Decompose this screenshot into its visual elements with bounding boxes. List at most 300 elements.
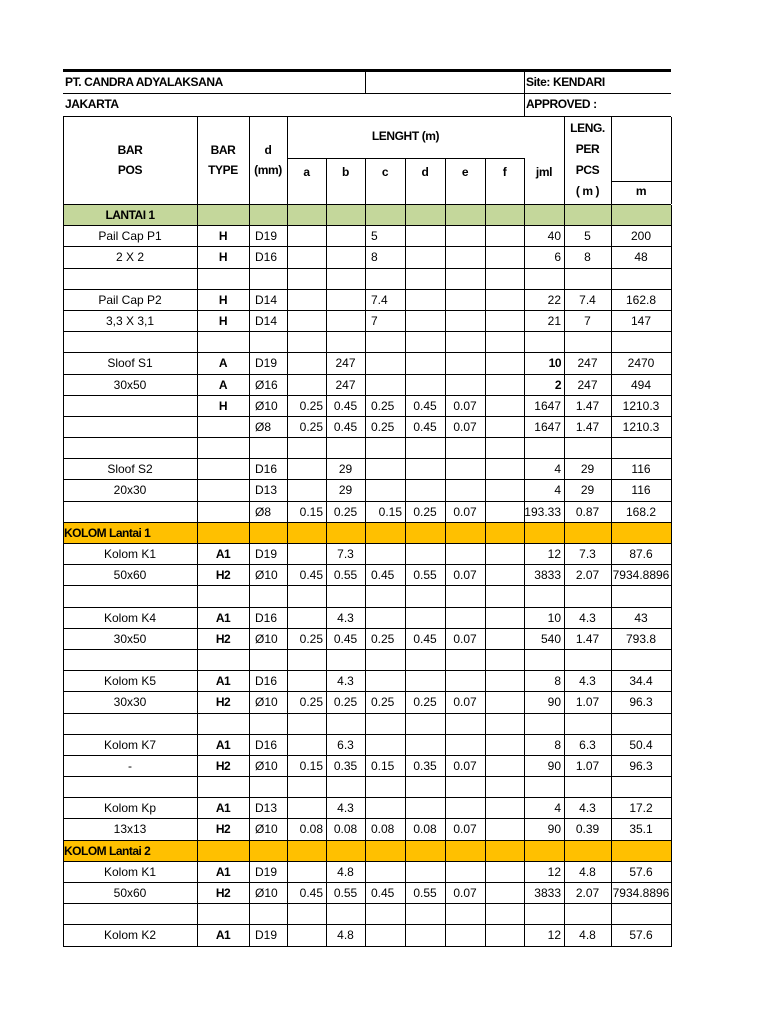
length-d-cell bbox=[405, 925, 445, 946]
total-m-cell: 147 bbox=[630, 313, 652, 328]
length-c-cell bbox=[365, 862, 405, 883]
length-b-cell: 4.8 bbox=[337, 864, 354, 879]
diameter-cell: Ø10 bbox=[255, 886, 278, 900]
length-e-cell: 0.07 bbox=[453, 419, 477, 434]
length-c-cell: 0.25 bbox=[371, 695, 395, 710]
total-m-cell: 168.2 bbox=[625, 504, 657, 519]
bar-pos-cell: Kolom K1 bbox=[103, 864, 157, 879]
leng-per-pcs-cell: 1.07 bbox=[575, 695, 600, 710]
length-e-cell: 0.07 bbox=[453, 695, 477, 710]
bar-type-cell: H bbox=[218, 229, 228, 244]
jml-cell: 12 bbox=[547, 928, 561, 943]
bar-pos-cell: 30x50 bbox=[113, 631, 147, 646]
length-b-cell: 0.45 bbox=[333, 631, 358, 646]
length-d-cell bbox=[405, 480, 445, 501]
bar-type-cell: A1 bbox=[215, 547, 231, 561]
length-a-cell bbox=[287, 798, 326, 819]
length-d-cell bbox=[405, 226, 445, 247]
leng-header-2: PER bbox=[575, 142, 600, 156]
length-e-cell: 0.07 bbox=[453, 758, 477, 773]
length-a-cell bbox=[287, 544, 326, 565]
bar-type-cell: H2 bbox=[215, 695, 231, 710]
length-a-cell bbox=[287, 608, 326, 629]
total-m-cell: 17.2 bbox=[629, 801, 653, 816]
bar-type-cell: H bbox=[218, 313, 228, 328]
length-d-cell bbox=[405, 862, 445, 883]
jml-cell: 90 bbox=[547, 695, 561, 710]
length-a-cell: 0.45 bbox=[299, 886, 323, 900]
leng-per-pcs-cell: 7 bbox=[584, 313, 591, 328]
length-e-cell bbox=[445, 375, 485, 396]
length-c-cell bbox=[365, 798, 405, 819]
total-m-cell: 57.6 bbox=[629, 864, 653, 879]
blank-row bbox=[63, 332, 671, 353]
leng-per-pcs-cell: 29 bbox=[580, 462, 595, 477]
bar-type-cell: A bbox=[218, 377, 228, 392]
length-c-cell: 0.25 bbox=[371, 419, 395, 434]
total-m-cell: 1210.3 bbox=[622, 419, 660, 434]
bar-pos-cell: 30x50 bbox=[113, 377, 147, 392]
total-m-cell: 200 bbox=[630, 229, 652, 244]
leng-header-1: LENG. bbox=[570, 121, 605, 135]
diameter-cell: D19 bbox=[255, 864, 278, 879]
length-e-cell bbox=[445, 311, 485, 332]
d-header: d bbox=[264, 143, 272, 157]
diameter-cell: Ø16 bbox=[255, 377, 278, 392]
leng-per-pcs-cell: 1.07 bbox=[575, 758, 600, 773]
length-b-cell bbox=[326, 311, 365, 332]
blank-row bbox=[63, 650, 671, 671]
jml-cell: 8 bbox=[554, 737, 561, 752]
length-c-cell: 7 bbox=[371, 313, 378, 328]
section-label: LANTAI 1 bbox=[105, 208, 155, 222]
total-m-cell: 116 bbox=[631, 462, 651, 477]
length-f-cell bbox=[485, 756, 524, 777]
bar-pos-cell: Kolom K2 bbox=[103, 928, 157, 943]
diameter-cell: D16 bbox=[255, 250, 278, 265]
bar-pos-cell: 30x30 bbox=[113, 695, 147, 710]
length-b-cell: 4.3 bbox=[337, 801, 354, 816]
jml-cell: 90 bbox=[547, 758, 561, 773]
length-c-cell bbox=[365, 671, 405, 692]
length-f-cell bbox=[485, 883, 524, 904]
length-f-cell bbox=[485, 544, 524, 565]
bar-type-cell: H2 bbox=[215, 758, 231, 773]
length-d-cell bbox=[405, 608, 445, 629]
table-row bbox=[63, 735, 671, 756]
length-c-cell: 0.15 bbox=[378, 504, 402, 519]
bar-type-cell: H2 bbox=[215, 886, 231, 900]
table-row bbox=[63, 608, 671, 629]
diameter-cell: Ø8 bbox=[255, 419, 272, 434]
length-b-cell: 0.55 bbox=[333, 886, 358, 900]
jml-cell: 4 bbox=[554, 462, 561, 477]
table-row bbox=[63, 692, 671, 713]
length-c-cell: 8 bbox=[371, 250, 378, 265]
leng-per-pcs-cell: 7.3 bbox=[579, 547, 596, 561]
diameter-cell: Ø10 bbox=[255, 822, 278, 837]
length-d-cell: 0.25 bbox=[413, 504, 437, 519]
bar-pos-cell: Kolom K5 bbox=[103, 674, 157, 689]
length-f-cell bbox=[485, 798, 524, 819]
table-body bbox=[63, 205, 671, 947]
length-d-cell: 0.35 bbox=[413, 758, 437, 773]
length-a-cell bbox=[287, 862, 326, 883]
bar-pos-header-2: POS bbox=[117, 163, 143, 177]
length-a-cell: 0.25 bbox=[299, 695, 323, 710]
bar-pos-cell: 50x60 bbox=[113, 568, 147, 583]
leng-per-pcs-cell: 2.07 bbox=[575, 886, 600, 900]
bar-type-cell: H bbox=[218, 292, 228, 307]
leng-per-pcs-cell: 1.47 bbox=[575, 631, 600, 646]
diameter-cell: D19 bbox=[255, 547, 278, 561]
bar-type-cell: H2 bbox=[215, 822, 231, 837]
length-c-cell bbox=[365, 735, 405, 756]
length-f-cell bbox=[485, 247, 524, 268]
length-b-cell bbox=[326, 247, 365, 268]
length-e-cell bbox=[445, 247, 485, 268]
table-row bbox=[63, 756, 671, 777]
length-a-cell bbox=[287, 925, 326, 946]
jml-cell: 3833 bbox=[534, 886, 561, 900]
bar-type-cell bbox=[197, 417, 249, 438]
leng-per-pcs-cell: 4.8 bbox=[579, 928, 596, 943]
bar-type-cell: A1 bbox=[215, 674, 231, 689]
length-f-cell bbox=[485, 629, 524, 650]
bar-pos-cell: Sloof S1 bbox=[107, 356, 153, 371]
length-f-cell bbox=[485, 502, 524, 523]
total-m-cell: 116 bbox=[631, 483, 651, 498]
length-b-cell: 29 bbox=[338, 483, 353, 498]
length-b-cell: 4.3 bbox=[337, 674, 354, 689]
diameter-cell: D13 bbox=[255, 483, 278, 498]
diameter-cell: D16 bbox=[255, 610, 278, 625]
table-row bbox=[63, 798, 671, 819]
length-d-cell: 0.55 bbox=[413, 568, 437, 583]
length-b-cell: 0.45 bbox=[333, 419, 358, 434]
length-col-e: e bbox=[461, 165, 469, 179]
leng-per-pcs-cell: 1.47 bbox=[575, 398, 600, 413]
blank-row bbox=[63, 904, 671, 925]
table-row bbox=[63, 629, 671, 650]
bar-pos-cell bbox=[63, 502, 197, 523]
blank-row bbox=[63, 438, 671, 459]
blank-row bbox=[63, 714, 671, 735]
bar-pos-cell: 3,3 X 3,1 bbox=[105, 313, 155, 328]
jml-cell: 90 bbox=[547, 822, 561, 837]
leng-per-pcs-cell: 247 bbox=[577, 377, 598, 392]
bar-pos-cell: Pail Cap P1 bbox=[98, 229, 162, 244]
length-a-cell bbox=[287, 226, 326, 247]
length-f-cell bbox=[485, 417, 524, 438]
length-f-cell bbox=[485, 692, 524, 713]
bar-type-cell: A bbox=[218, 356, 228, 371]
length-e-cell bbox=[445, 862, 485, 883]
section-row bbox=[63, 523, 671, 544]
diameter-cell: D13 bbox=[255, 801, 278, 816]
table-row bbox=[63, 565, 671, 586]
jml-cell: 4 bbox=[554, 801, 561, 816]
table-row bbox=[63, 459, 671, 480]
section-row bbox=[63, 205, 671, 226]
length-e-cell: 0.07 bbox=[453, 886, 477, 900]
table-row bbox=[63, 480, 671, 501]
length-d-cell: 0.25 bbox=[413, 695, 437, 710]
table-row bbox=[63, 353, 671, 374]
bar-type-cell: H2 bbox=[215, 568, 231, 583]
length-d-cell: 0.55 bbox=[413, 886, 437, 900]
bar-type-cell bbox=[197, 459, 249, 480]
total-m-cell: 96.3 bbox=[629, 695, 653, 710]
jml-cell: 6 bbox=[554, 250, 561, 265]
bar-type-cell: A1 bbox=[215, 610, 231, 625]
length-a-cell bbox=[287, 735, 326, 756]
leng-per-pcs-cell: 247 bbox=[577, 356, 598, 371]
length-c-cell bbox=[365, 353, 405, 374]
leng-per-pcs-cell: 29 bbox=[580, 483, 595, 498]
length-f-cell bbox=[485, 862, 524, 883]
leng-per-pcs-cell: 5 bbox=[584, 229, 591, 244]
diameter-cell: D14 bbox=[255, 292, 278, 307]
blank-row bbox=[63, 777, 671, 798]
length-f-cell bbox=[485, 459, 524, 480]
length-a-cell: 0.25 bbox=[299, 398, 323, 413]
length-b-cell: 0.55 bbox=[333, 568, 358, 583]
jml-cell: 12 bbox=[547, 864, 561, 879]
total-m-cell: 7934.8896 bbox=[612, 886, 670, 900]
length-f-cell bbox=[485, 290, 524, 311]
length-f-cell bbox=[485, 735, 524, 756]
length-d-cell bbox=[405, 290, 445, 311]
length-c-cell: 0.08 bbox=[371, 822, 395, 837]
length-b-cell: 0.35 bbox=[333, 758, 358, 773]
length-f-cell bbox=[485, 671, 524, 692]
length-e-cell bbox=[445, 671, 485, 692]
length-e-cell bbox=[445, 290, 485, 311]
leng-per-pcs-cell: 6.3 bbox=[579, 737, 596, 752]
total-m-cell: 34.4 bbox=[629, 674, 653, 689]
bar-type-header: BAR bbox=[210, 143, 236, 157]
length-c-cell bbox=[365, 375, 405, 396]
length-col-b: b bbox=[342, 165, 349, 179]
length-a-cell bbox=[287, 480, 326, 501]
site-label: Site: KENDARI bbox=[526, 75, 605, 89]
bar-type-cell bbox=[197, 502, 249, 523]
length-a-cell: 0.25 bbox=[299, 419, 323, 434]
bar-pos-cell: Pail Cap P2 bbox=[98, 292, 162, 307]
length-c-cell bbox=[365, 608, 405, 629]
length-d-cell: 0.45 bbox=[413, 419, 437, 434]
length-b-cell: 0.45 bbox=[333, 398, 358, 413]
length-c-cell: 0.15 bbox=[371, 758, 395, 773]
length-a-cell: 0.15 bbox=[299, 504, 323, 519]
city-name: JAKARTA bbox=[65, 97, 119, 111]
length-d-cell bbox=[405, 544, 445, 565]
total-m-cell: 87.6 bbox=[629, 547, 653, 561]
length-b-cell: 29 bbox=[338, 462, 353, 477]
m-header: m bbox=[635, 184, 647, 198]
length-b-cell: 0.08 bbox=[333, 822, 358, 837]
length-d-cell: 0.45 bbox=[413, 631, 437, 646]
length-f-cell bbox=[485, 396, 524, 417]
total-m-cell: 494 bbox=[630, 377, 652, 392]
length-c-cell: 7.4 bbox=[371, 292, 388, 307]
diameter-cell: D16 bbox=[255, 674, 278, 689]
length-f-cell bbox=[485, 925, 524, 946]
diameter-cell: Ø10 bbox=[255, 631, 278, 646]
bar-type-cell: H bbox=[218, 398, 228, 413]
leng-per-pcs-cell: 4.3 bbox=[579, 801, 596, 816]
bar-bending-schedule bbox=[63, 69, 671, 947]
length-d-cell bbox=[405, 375, 445, 396]
length-c-cell bbox=[365, 459, 405, 480]
leng-per-pcs-cell: 4.3 bbox=[579, 610, 596, 625]
length-d-cell bbox=[405, 353, 445, 374]
bar-type-cell: A1 bbox=[215, 928, 231, 943]
length-a-cell bbox=[287, 353, 326, 374]
bar-type-cell: H bbox=[218, 250, 228, 265]
leng-per-pcs-cell: 1.47 bbox=[575, 419, 600, 434]
leng-per-pcs-cell: 4.8 bbox=[579, 864, 596, 879]
leng-per-pcs-cell: 2.07 bbox=[575, 568, 600, 583]
length-a-cell: 0.45 bbox=[299, 568, 323, 583]
jml-header: jml bbox=[535, 165, 553, 179]
bar-pos-cell: 20x30 bbox=[113, 483, 147, 498]
jml-cell: 8 bbox=[554, 674, 561, 689]
length-e-cell bbox=[445, 925, 485, 946]
diameter-cell: Ø10 bbox=[255, 695, 278, 710]
total-m-cell: 35.1 bbox=[629, 822, 653, 837]
bar-type-cell bbox=[197, 480, 249, 501]
jml-cell: 540 bbox=[540, 631, 561, 646]
diameter-cell: Ø8 bbox=[255, 504, 272, 519]
length-col-d: d bbox=[421, 165, 429, 179]
length-a-cell bbox=[287, 311, 326, 332]
leng-per-pcs-cell: 4.3 bbox=[579, 674, 596, 689]
title-block bbox=[63, 69, 671, 116]
total-m-cell: 162.8 bbox=[625, 292, 657, 307]
bar-pos-cell bbox=[63, 396, 197, 417]
diameter-cell: D19 bbox=[255, 229, 278, 244]
total-m-cell: 57.6 bbox=[629, 928, 653, 943]
length-e-cell: 0.07 bbox=[453, 504, 477, 519]
bar-type-cell: A1 bbox=[215, 801, 231, 816]
total-m-cell: 96.3 bbox=[629, 758, 653, 773]
table-row bbox=[63, 375, 671, 396]
table-row bbox=[63, 883, 671, 904]
length-c-cell: 0.25 bbox=[371, 398, 395, 413]
length-f-cell bbox=[485, 353, 524, 374]
bar-type-header-2: TYPE bbox=[208, 163, 238, 177]
diameter-cell: D16 bbox=[255, 737, 278, 752]
length-f-cell bbox=[485, 226, 524, 247]
length-a-cell bbox=[287, 671, 326, 692]
length-e-cell bbox=[445, 544, 485, 565]
length-b-cell: 4.3 bbox=[337, 610, 354, 625]
leng-header-4: ( m ) bbox=[575, 184, 600, 198]
diameter-cell: D19 bbox=[255, 356, 278, 371]
bar-pos-cell: Kolom Kp bbox=[103, 801, 157, 816]
length-f-cell bbox=[485, 375, 524, 396]
bar-pos-cell: 2 X 2 bbox=[115, 250, 145, 265]
length-a-cell bbox=[287, 375, 326, 396]
length-f-cell bbox=[485, 480, 524, 501]
table-row bbox=[63, 396, 671, 417]
length-e-cell bbox=[445, 798, 485, 819]
length-b-cell bbox=[326, 226, 365, 247]
length-b-cell: 247 bbox=[335, 377, 356, 392]
total-m-cell: 793.8 bbox=[625, 631, 657, 646]
length-e-cell bbox=[445, 735, 485, 756]
length-f-cell bbox=[485, 565, 524, 586]
jml-cell: 10 bbox=[547, 610, 561, 625]
length-c-cell bbox=[365, 480, 405, 501]
length-d-cell bbox=[405, 459, 445, 480]
total-m-cell: 2470 bbox=[627, 356, 655, 371]
length-b-cell: 7.3 bbox=[337, 547, 354, 561]
bar-type-cell: A1 bbox=[215, 864, 231, 879]
length-e-cell: 0.07 bbox=[453, 631, 477, 646]
length-f-cell bbox=[485, 311, 524, 332]
approved-label: APPROVED : bbox=[526, 97, 597, 111]
table-row bbox=[63, 819, 671, 840]
length-a-cell: 0.25 bbox=[299, 631, 323, 646]
length-a-cell: 0.15 bbox=[299, 758, 323, 773]
table-row bbox=[63, 502, 671, 523]
length-c-cell: 0.25 bbox=[371, 631, 395, 646]
length-a-cell bbox=[287, 247, 326, 268]
length-col-c: c bbox=[381, 165, 389, 179]
diameter-cell: Ø10 bbox=[255, 398, 278, 413]
length-b-cell bbox=[326, 290, 365, 311]
length-e-cell bbox=[445, 353, 485, 374]
length-e-cell bbox=[445, 459, 485, 480]
bar-pos-cell bbox=[63, 417, 197, 438]
length-e-cell bbox=[445, 608, 485, 629]
blank-row bbox=[63, 586, 671, 607]
jml-cell: 21 bbox=[547, 313, 561, 328]
length-a-cell: 0.08 bbox=[299, 822, 323, 837]
diameter-cell: D16 bbox=[255, 462, 278, 477]
total-m-cell: 1210.3 bbox=[622, 398, 660, 413]
length-d-cell: 0.45 bbox=[413, 398, 437, 413]
table-row bbox=[63, 671, 671, 692]
length-e-cell: 0.07 bbox=[453, 568, 477, 583]
jml-cell: 2 bbox=[554, 377, 561, 392]
bar-pos-cell: 13x13 bbox=[113, 822, 147, 837]
total-m-cell: 43 bbox=[634, 610, 648, 625]
jml-cell: 3833 bbox=[534, 568, 561, 583]
company-name: PT. CANDRA ADYALAKSANA bbox=[65, 75, 223, 89]
section-row bbox=[63, 841, 671, 862]
table-row bbox=[63, 290, 671, 311]
bar-pos-cell: Kolom K4 bbox=[103, 610, 157, 625]
diameter-cell: D19 bbox=[255, 928, 278, 943]
length-f-cell bbox=[485, 608, 524, 629]
length-b-cell: 0.25 bbox=[333, 695, 358, 710]
jml-cell: 22 bbox=[547, 292, 561, 307]
table-row bbox=[63, 862, 671, 883]
table-row bbox=[63, 925, 671, 946]
bar-type-cell: H2 bbox=[215, 631, 231, 646]
length-b-cell: 6.3 bbox=[337, 737, 354, 752]
leng-per-pcs-cell: 7.4 bbox=[579, 292, 596, 307]
length-f-cell bbox=[485, 819, 524, 840]
length-d-cell bbox=[405, 311, 445, 332]
bar-pos-cell: 50x60 bbox=[113, 886, 147, 900]
table-row bbox=[63, 544, 671, 565]
diameter-cell: D14 bbox=[255, 313, 278, 328]
